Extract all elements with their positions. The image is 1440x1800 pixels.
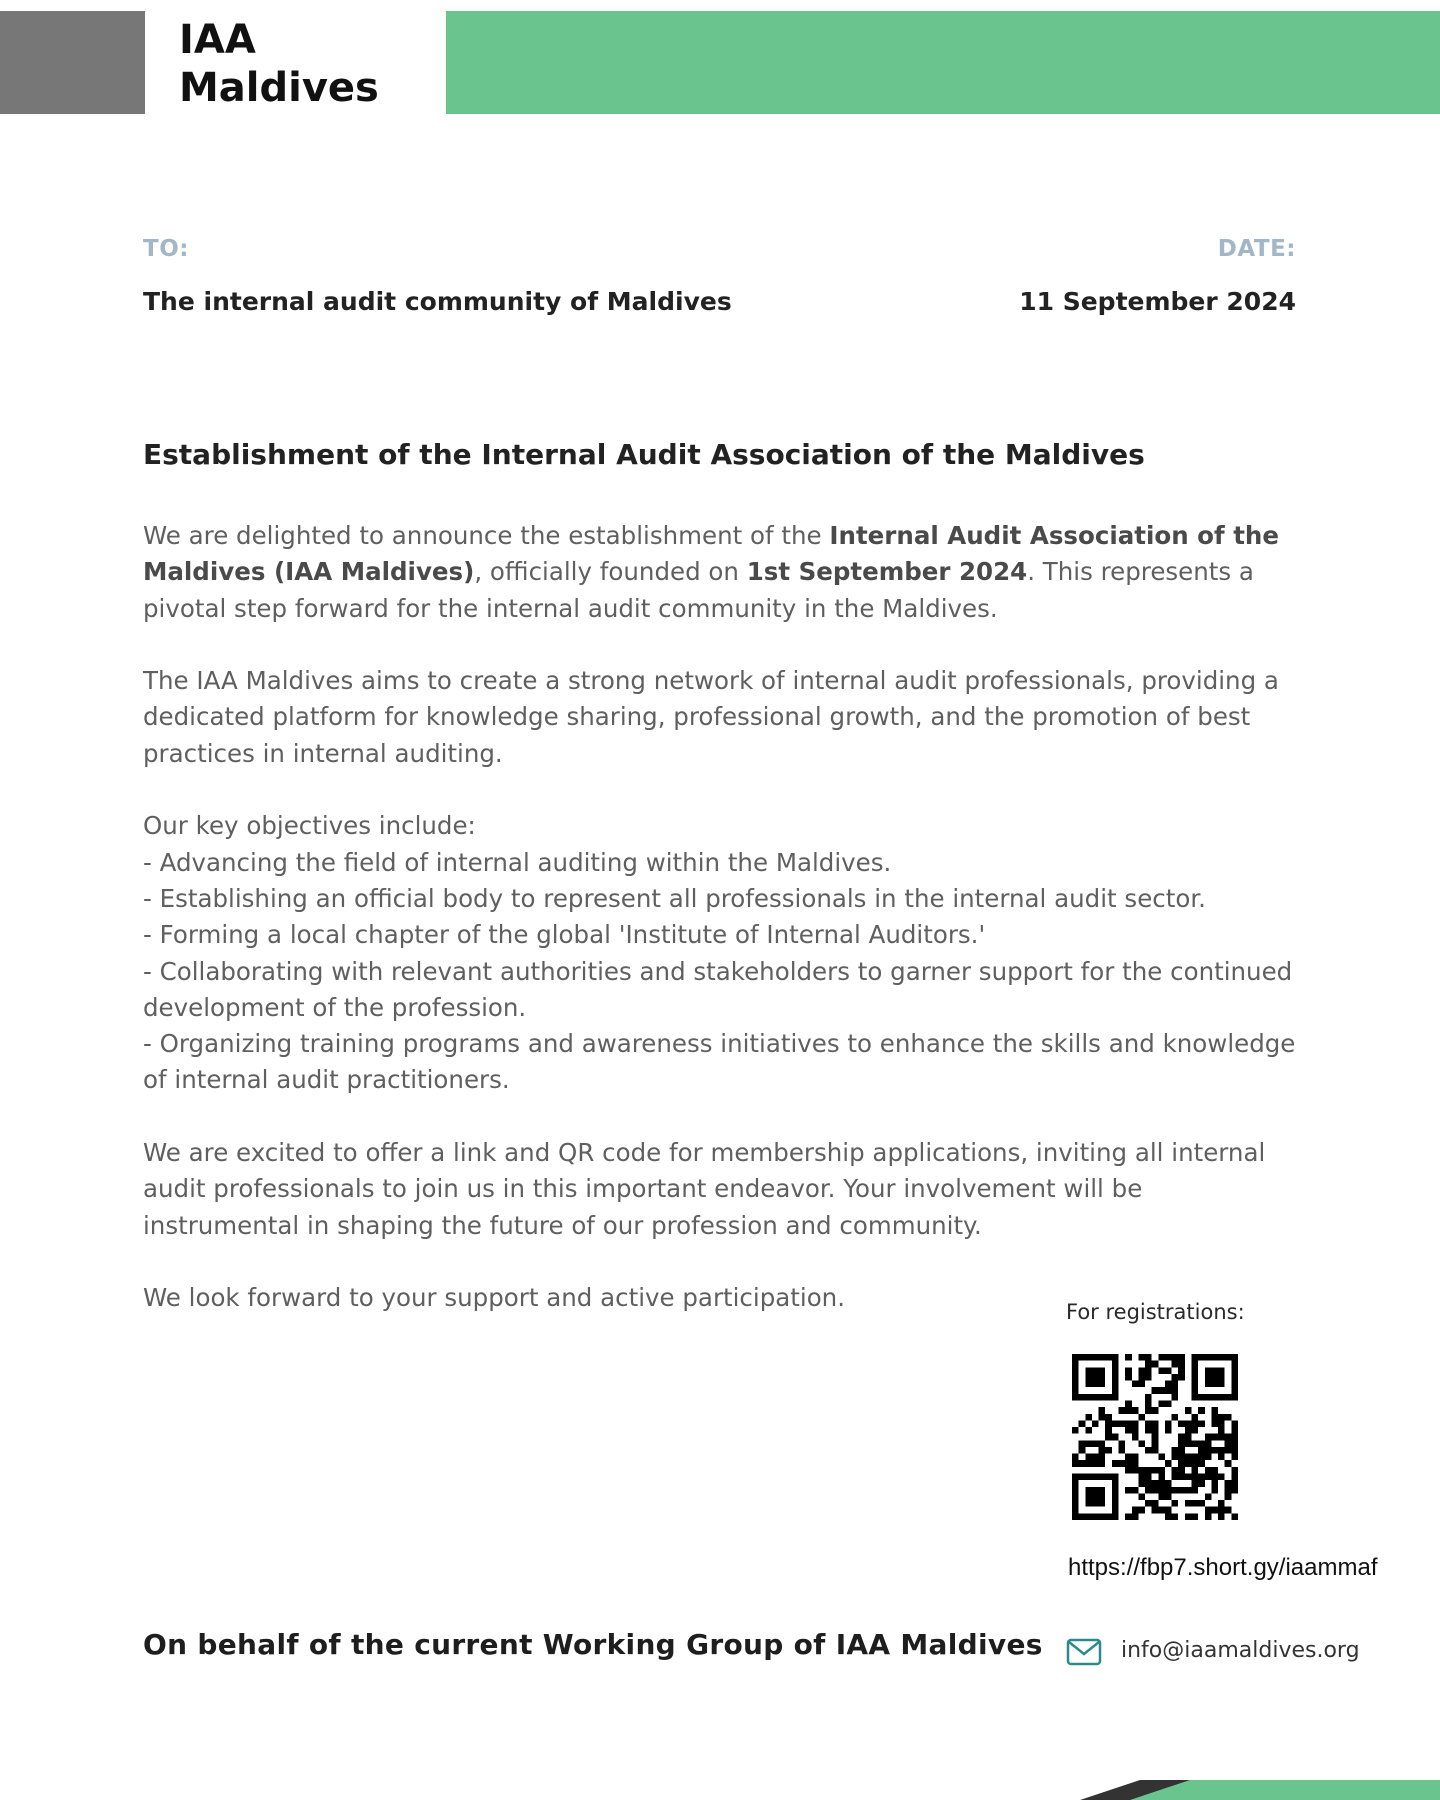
signoff: On behalf of the current Working Group of IAA Maldives xyxy=(143,1628,1043,1661)
paragraph-closing: We look forward to your support and active participation. xyxy=(143,1283,845,1313)
announcement-text-2: , officially founded on xyxy=(474,557,747,587)
to-label: TO: xyxy=(143,236,189,262)
paragraph-membership: We are excited to offer a link and QR code for membership applications, inviting all internal audit professionals to join us in this important endeavor. Your involvement will be instrumental in shaping the future of our profession and community. xyxy=(143,1138,1266,1240)
letter-date: 11 September 2024 xyxy=(1019,287,1296,316)
logo-line-1: IAA xyxy=(179,17,256,63)
logo xyxy=(179,16,379,112)
letter-body xyxy=(143,518,1298,1353)
date-label: DATE: xyxy=(1217,236,1296,262)
mail-icon xyxy=(1066,1637,1102,1667)
objectives-list xyxy=(143,808,1298,1098)
registration-label: For registrations: xyxy=(1066,1300,1245,1324)
paragraph-aims: The IAA Maldives aims to create a strong network of internal audit professionals, providing a dedicated platform for knowledge sharing, professional growth, and the promotion of best practices in internal auditing. xyxy=(143,666,1279,768)
objective-item: - Organizing training programs and awareness initiatives to enhance the skills and knowledge of internal audit practitioners. xyxy=(143,1029,1296,1095)
founding-date: 1st September 2024 xyxy=(746,557,1028,587)
paragraph-announcement xyxy=(143,518,1298,627)
contact-email[interactable]: info@iaamaldives.org xyxy=(1121,1638,1360,1663)
announcement-text-1: We are delighted to announce the establishment of the xyxy=(143,521,830,550)
registration-link[interactable]: https://fbp7.short.gy/iaammaf xyxy=(1068,1554,1378,1581)
objective-item: - Collaborating with relevant authorities and stakeholders to garner support for the continued development of the profession. xyxy=(143,956,1293,1022)
objective-item: - Forming a local chapter of the global 'Institute of Internal Auditors.' xyxy=(143,920,986,950)
objective-item: - Advancing the field of internal auditing within the Maldives. xyxy=(143,847,892,877)
header-grey-block xyxy=(0,11,145,114)
header-green-bar xyxy=(446,11,1440,114)
letter-subject: Establishment of the Internal Audit Association of the Maldives xyxy=(143,438,1145,471)
footer-corner-accent xyxy=(1080,1780,1440,1800)
announcement-text-3: . This represents a pivotal step forward for the internal audit community in the Maldives. xyxy=(143,557,1254,623)
logo-line-2: Maldives xyxy=(179,65,379,111)
recipient: The internal audit community of Maldives xyxy=(143,287,732,316)
objectives-intro: Our key objectives include: xyxy=(143,811,476,841)
association-name: Internal Audit Association of the Maldives (IAA Maldives) xyxy=(143,521,1279,587)
objective-item: - Establishing an official body to represent all professionals in the internal audit sector. xyxy=(143,883,1206,913)
qr-code[interactable] xyxy=(1072,1354,1238,1520)
